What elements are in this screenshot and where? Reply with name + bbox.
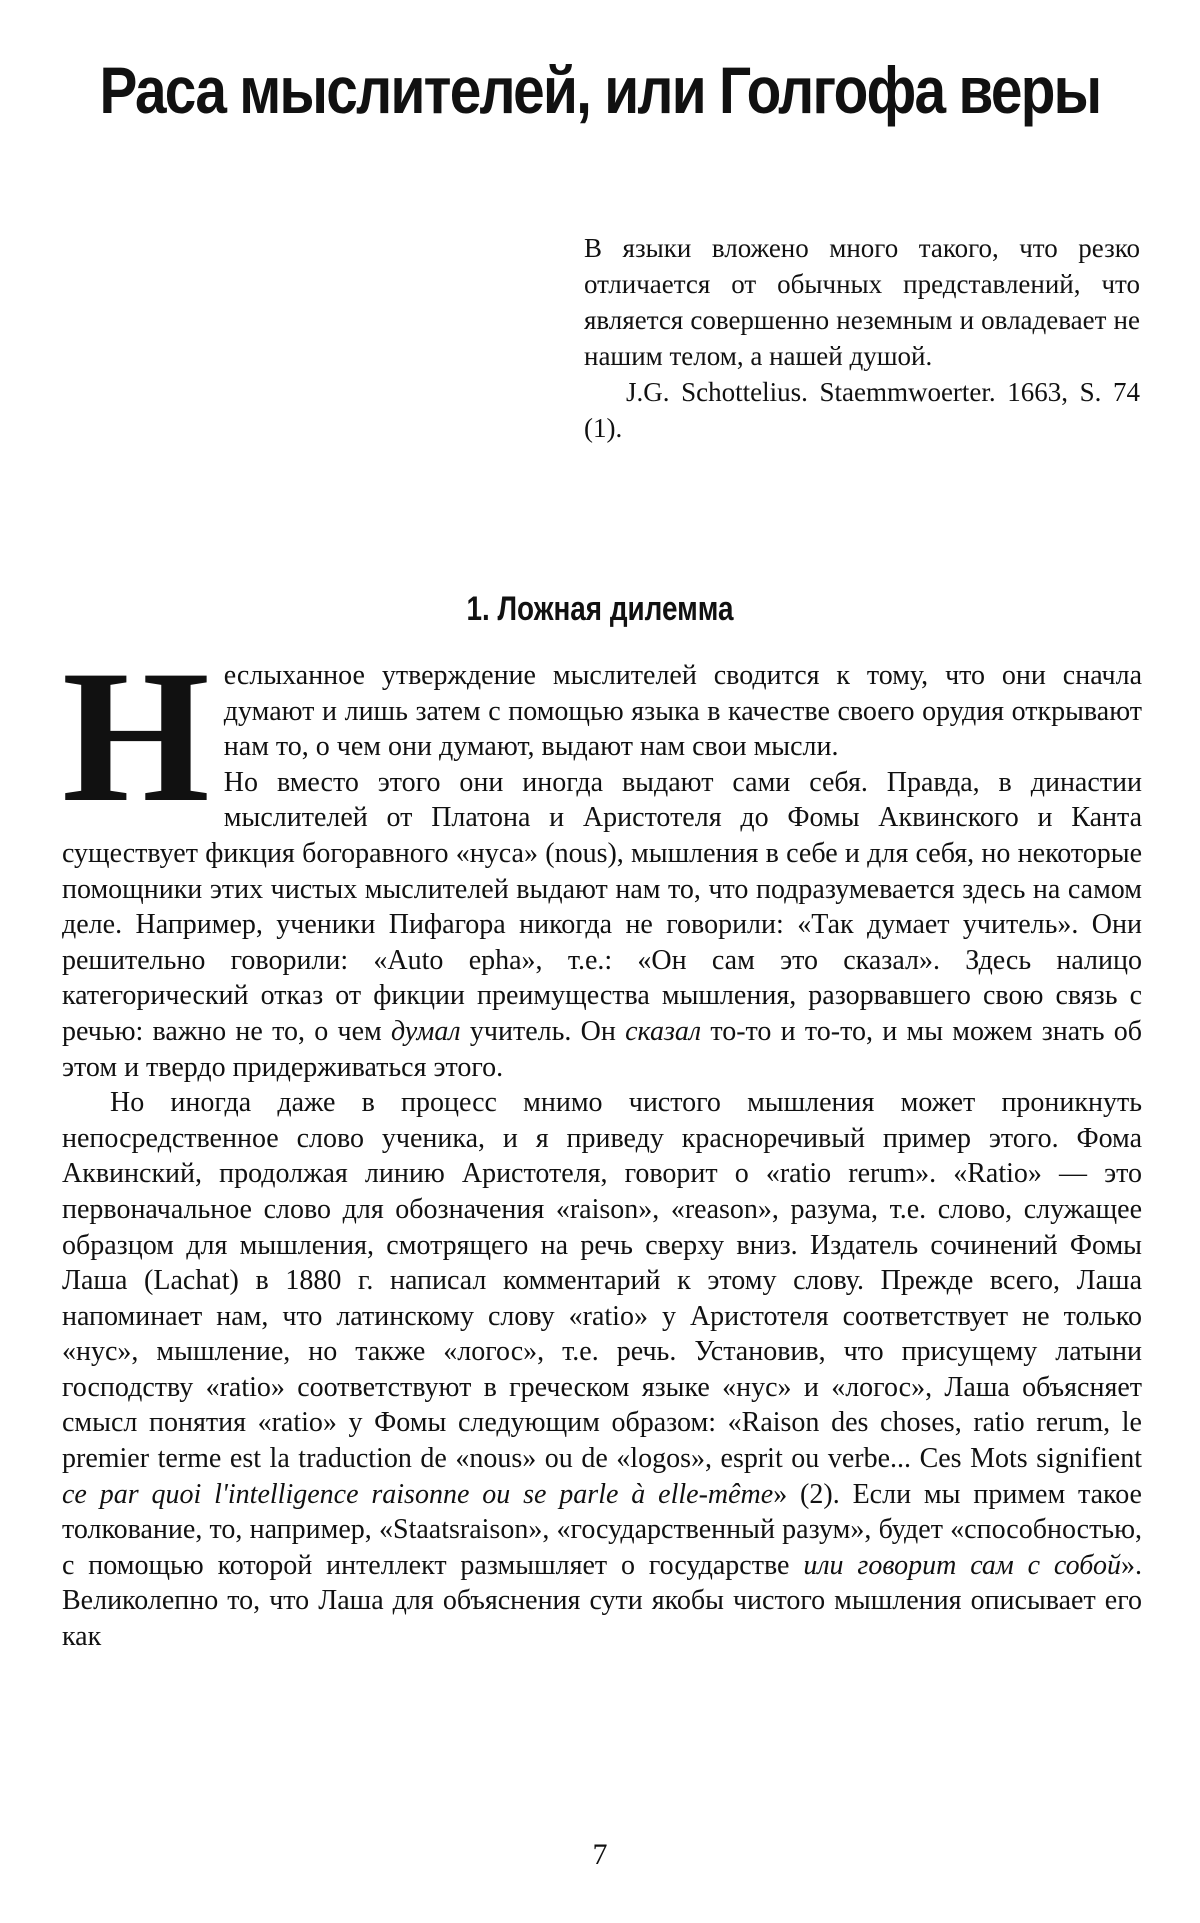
paragraph-2-text-b: учитель. Он [460,1015,626,1047]
paragraph-3 [62,1085,1142,1655]
paragraph-2 [62,765,1142,1085]
emphasis-said: сказал [625,1015,702,1047]
epigraph [584,230,1140,446]
paragraph-1-text: еслыханное утверждение мыслителей сводится к тому, что они сначла думают и лишь затем с помощью языка в качестве своего орудия открывают нам то, о чем они думают, выдают нам свои мысли. [223,660,1142,763]
page-number: 7 [592,1838,608,1871]
body-text [62,632,1142,1655]
drop-cap: Н [62,632,210,842]
paragraph-3-text-a: Но иногда даже в процесс мнимо чистого мышления может проникнуть непосредственное слово ученика, и я приведу красноречивый пример этого. Фома Аквинский, продолжая линию Аристотеля, говорит о «ratio rerum». «Ratio» — это первоначальное слово для обозначения «raison», «reason», разума, т.е. слово, служащее образцом для мышления, смотрящего на речь сверху вниз. Издатель сочинений Фомы Лаша (Lachat) в 1880 г. написал комментарий к этому слову. Прежде всего, Лаша напоминает нам, что латинскому слову «ratio» у Аристотеля соответствует не только «нус», мышление, но также «логос», т.е. речь. Установив, что присущему латыни господству «ratio» соответствуют в греческом языке «нус» и «логос», Лаша объясняет смысл понятия «ratio» у Фомы следующим образом: «Raison des choses, ratio rerum, le premier terme est la traduction de «nous» ou de «logos», esprit ou verbe... Ces Mots signifient [62,1087,1142,1475]
paragraph-2-text-c: то-то и то-то, и мы можем знать об этом и твердо придерживаться этого. [62,1015,1142,1083]
emphasis-thought: думал [391,1015,461,1047]
paragraph-1 [62,632,1142,842]
emphasis-french-quote: ce par quoi l'intelligence raisonne ou se parle à elle-même [62,1478,774,1510]
paragraph-3-text-c: ». Великолепно то, что Лаша для объяснения сути якобы чистого мышления описывает его как [62,1549,1142,1653]
paragraph-2-text-a: Но вместо этого они иногда выдают сами себя. Правда, в династии мыслителей от Платона и Аристотеля до Фомы Аквинского и Канта существует фикция богоравного «нуса» (nous), мышления в себе и для себя, но некоторые помощники этих чистых мыслителей выдают нам то, что подразумевается здесь на самом деле. Например, ученики Пифагора никогда не говорили: «Так думает учитель». Они решительно говорили: «Auto epha», т.е.: «Он сам это сказал». Здесь налицо категорический отказ от фикции преимущества мышления, разорвавшего свою связь с речью: важно не то, о чем [62,766,1142,1047]
epigraph-source: J.G. Schottelius. Staemmwoerter. 1663, S. 74 (1). [584,377,1140,443]
emphasis-speaks-to-itself: или говорит сам с собой [803,1549,1121,1581]
paragraph-3-text-b: » (2). Если мы примем такое толкование, то, например, «Staatsraison», «государственный разум», будет «способностью, с помощью которой интеллект размышляет о государстве [62,1478,1142,1581]
epigraph-text: В языки вложено много такого, что резко отличается от обычных представлений, что является совершенно неземным и овладевает не нашим телом, а нашей душой. [584,233,1140,371]
page-title: Раса мыслителей, или Голгофа веры [99,53,1101,127]
section-heading: 1. Ложная дилемма [466,590,734,628]
